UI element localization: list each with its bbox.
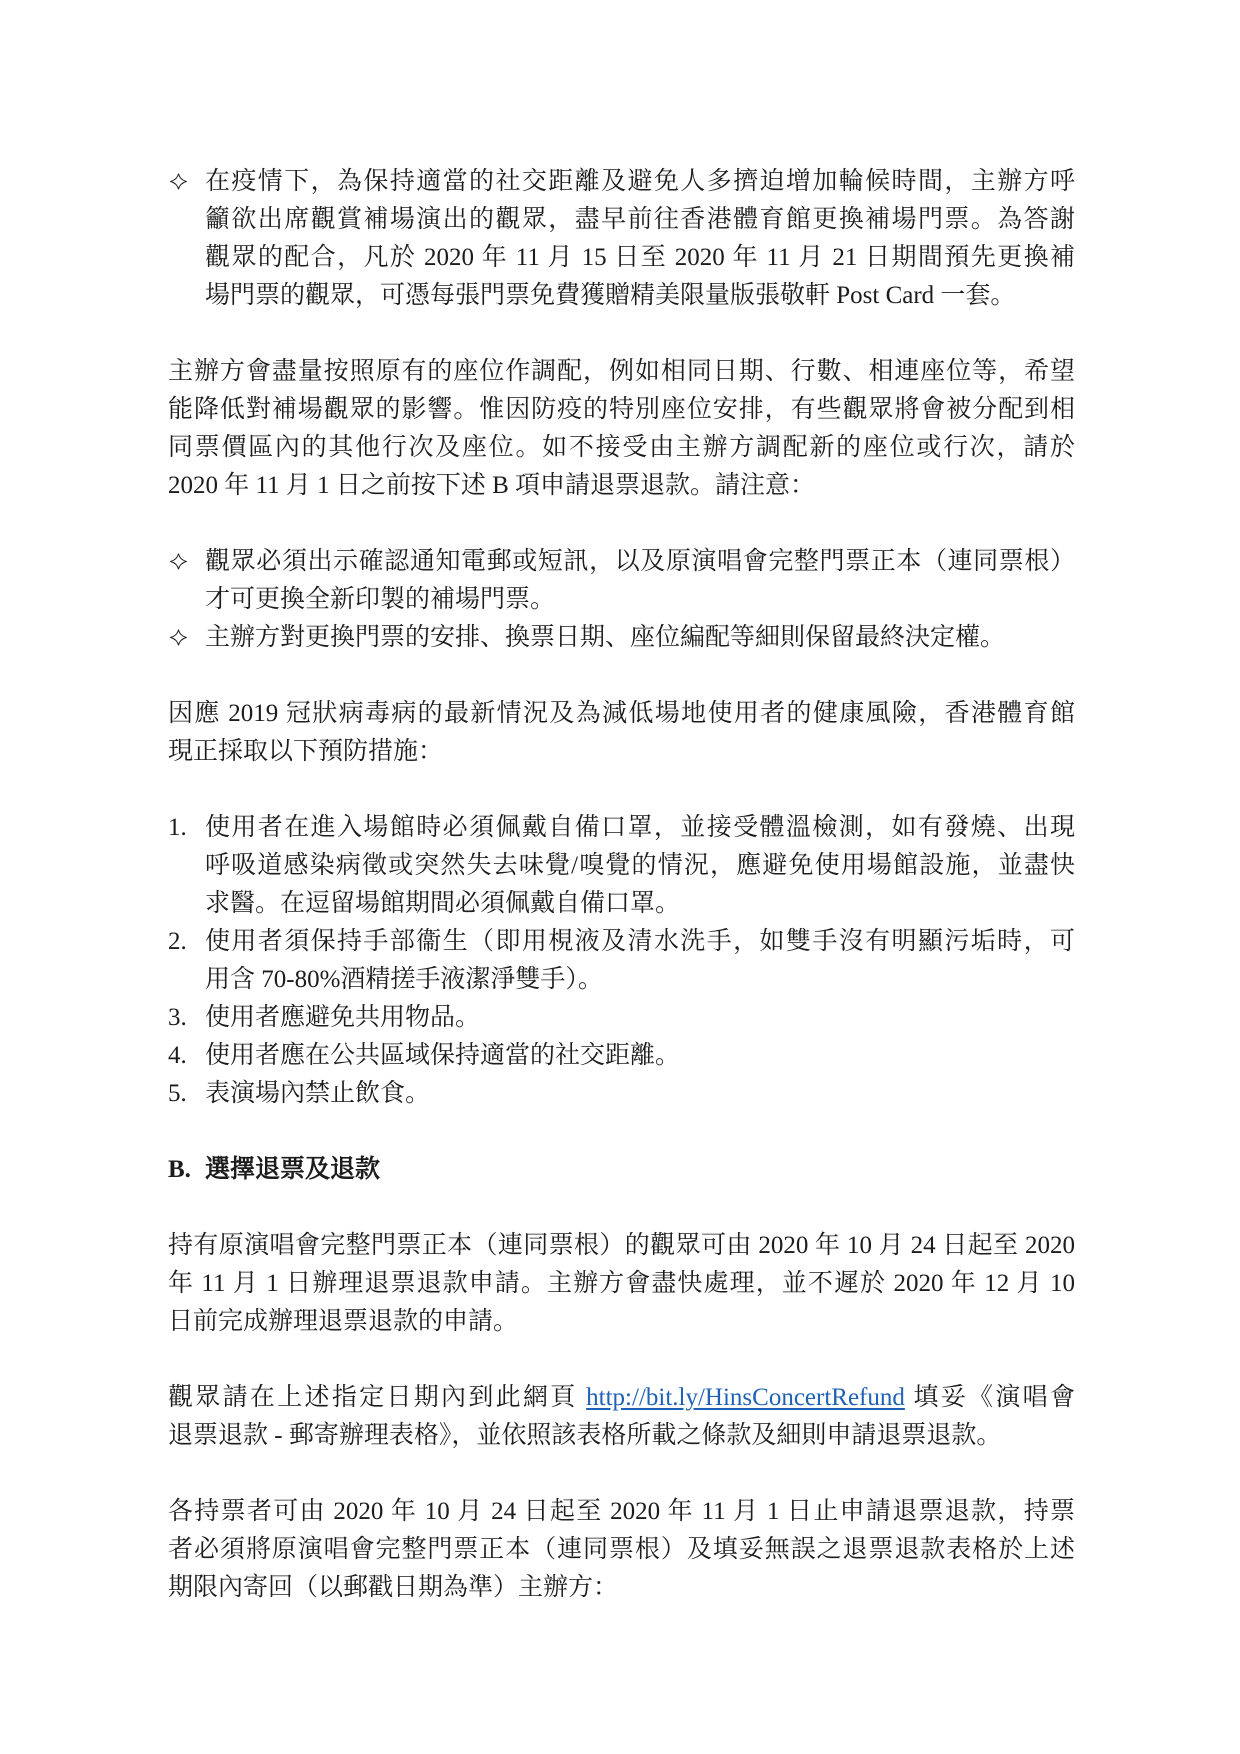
paragraph-covid-measures-intro: [168, 695, 1075, 771]
paragraph-seat-arrangement: [168, 353, 1075, 505]
numbered-item-2: [168, 923, 1075, 999]
paragraph-refund-webpage: [168, 1379, 1075, 1455]
bullet-marker: [168, 619, 205, 646]
block-text: [205, 1151, 1075, 1189]
text-line: 表演場內禁止飲食。: [205, 1080, 431, 1107]
list-number: 3.: [168, 1004, 187, 1031]
block-text: [205, 619, 1075, 657]
list-number: 1.: [168, 814, 187, 841]
block-text: [205, 1037, 1075, 1075]
bullet-item-ticket-proof: [168, 543, 1075, 619]
text-line: 2020 年 11 月 1 日之前按下述 B 項申請退票退款。請注意：: [168, 472, 815, 499]
block-text: [205, 923, 1075, 999]
text-line: 退票退款 - 郵寄辦理表格》，並依照該表格所載之條款及細則申請退票退款。: [168, 1422, 1002, 1449]
block-text: [168, 1227, 1075, 1341]
text-segment: 觀眾請在上述指定日期內到此網頁: [168, 1384, 587, 1411]
four-pointed-star-icon: [170, 629, 187, 646]
numbered-item-4: [168, 1037, 1075, 1075]
text-line: 期限內寄回（以郵戳日期為準）主辦方：: [168, 1574, 619, 1601]
text-line: 者必須將原演唱會完整門票正本（連同票根）及填妥無誤之退票退款表格於上述: [168, 1536, 1075, 1563]
heading-letter: B.: [168, 1156, 191, 1183]
text-line: 籲欲出席觀賞補場演出的觀眾，盡早前往香港體育館更換補場門票。為答謝: [205, 206, 1075, 233]
text-line: 因應 2019 冠狀病毒病的最新情況及為減低場地使用者的健康風險，香港體育館: [168, 700, 1075, 727]
text-line: 在疫情下，為保持適當的社交距離及避免人多擠迫增加輪候時間，主辦方呼: [205, 168, 1075, 195]
text-line: 主辦方對更換門票的安排、換票日期、座位編配等細則保留最終決定權。: [205, 624, 1006, 651]
text-line: 呼吸道感染病徵或突然失去味覺/嗅覺的情況，應避免使用場館設施，並盡快: [205, 852, 1075, 879]
list-number: 2.: [168, 928, 187, 955]
text-line: [168, 1379, 1075, 1417]
text-segment: 填妥《演唱會: [904, 1384, 1075, 1411]
text-line: 場門票的觀眾，可憑每張門票免費獲贈精美限量版張敬軒 Post Card 一套。: [205, 282, 1016, 309]
four-pointed-star-icon: [170, 553, 187, 570]
block-text: [205, 809, 1075, 923]
text-line: 使用者須保持手部衞生（即用梘液及清水洗手，如雙手沒有明顯污垢時，可: [205, 928, 1075, 955]
text-line: 現正採取以下預防措施：: [168, 738, 444, 765]
text-line: 持有原演唱會完整門票正本（連同票根）的觀眾可由 2020 年 10 月 24 日起至 2020: [168, 1232, 1075, 1259]
bullet-marker: [168, 163, 205, 190]
bullet-item-final-decision: [168, 619, 1075, 657]
paragraph-mail-back: [168, 1493, 1075, 1607]
text-line: 使用者應在公共區域保持適當的社交距離。: [205, 1042, 681, 1069]
text-line: 各持票者可由 2020 年 10 月 24 日起至 2020 年 11 月 1 日止申請退票退款，持票: [168, 1498, 1075, 1525]
numbered-item-5: [168, 1075, 1075, 1113]
text-line: 觀眾必須出示確認通知電郵或短訊，以及原演唱會完整門票正本（連同票根）: [205, 548, 1075, 575]
section-heading-b: [168, 1151, 1075, 1189]
text-line: 年 11 月 1 日辦理退票退款申請。主辦方會盡快處理，並不遲於 2020 年 12 月 10: [168, 1270, 1075, 1297]
text-line: 選擇退票及退款: [205, 1156, 381, 1183]
block-text: [168, 353, 1075, 505]
text-line: 使用者應避免共用物品。: [205, 1004, 481, 1031]
numbered-item-1: [168, 809, 1075, 923]
text-line: 觀眾的配合，凡於 2020 年 11 月 15 日至 2020 年 11 月 21 日期間預先更換補: [205, 244, 1075, 271]
text-line: 主辦方會盡量按照原有的座位作調配，例如相同日期、行數、相連座位等，希望: [168, 358, 1075, 385]
block-text: [205, 163, 1075, 315]
text-line: 求醫。在逗留場館期間必須佩戴自備口罩。: [205, 890, 681, 917]
document-body: [168, 163, 1075, 1607]
bullet-marker: [168, 543, 205, 570]
block-text: [168, 1493, 1075, 1607]
list-number: 4.: [168, 1042, 187, 1069]
block-text: [205, 543, 1075, 619]
text-line: 日前完成辦理退票退款的申請。: [168, 1308, 519, 1335]
block-text: [205, 1075, 1075, 1113]
text-line: 能降低對補場觀眾的影響。惟因防疫的特別座位安排，有些觀眾將會被分配到相: [168, 396, 1075, 423]
list-number: 5.: [168, 1080, 187, 1107]
four-pointed-star-icon: [170, 173, 187, 190]
bullet-item-exchange-notice: [168, 163, 1075, 315]
paragraph-refund-period: [168, 1227, 1075, 1341]
block-text: [168, 1379, 1075, 1455]
refund-form-link[interactable]: http://bit.ly/HinsConcertRefund: [586, 1384, 905, 1411]
numbered-item-3: [168, 999, 1075, 1037]
block-text: [168, 695, 1075, 771]
text-line: 用含 70-80%酒精搓手液潔淨雙手）。: [205, 966, 603, 993]
text-line: 使用者在進入場館時必須佩戴自備口罩，並接受體溫檢測，如有發燒、出現: [205, 814, 1075, 841]
text-line: 同票價區內的其他行次及座位。如不接受由主辦方調配新的座位或行次，請於: [168, 434, 1075, 461]
block-text: [205, 999, 1075, 1037]
text-line: 才可更換全新印製的補場門票。: [205, 586, 556, 613]
